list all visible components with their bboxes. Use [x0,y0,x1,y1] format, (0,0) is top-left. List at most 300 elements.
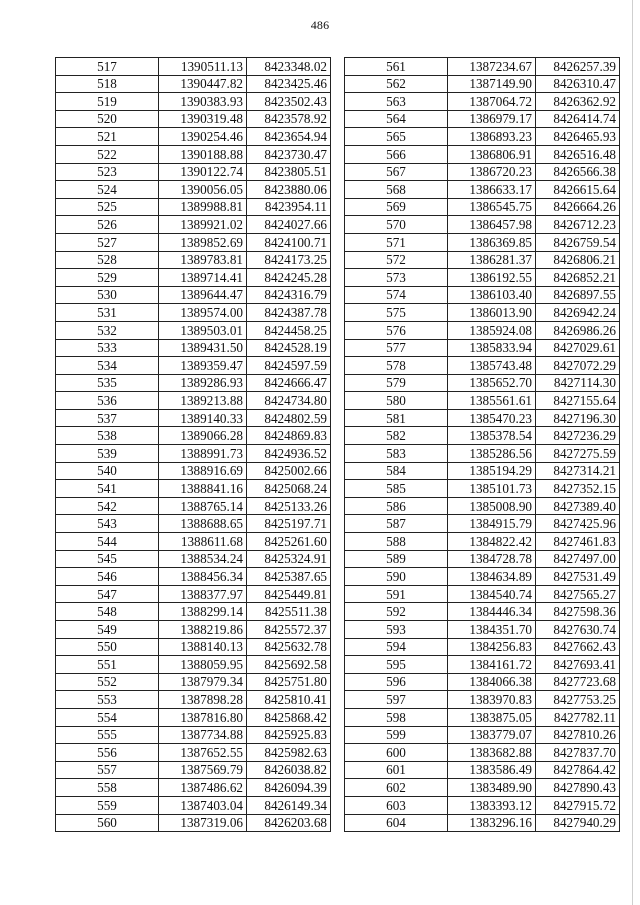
table-row [56,427,331,445]
point-number-cell: 578 [345,357,448,375]
x-coordinate-cell: 1385561.61 [448,392,536,410]
point-number-cell: 554 [56,708,159,726]
table-row [56,233,331,251]
point-number-cell: 525 [56,198,159,216]
x-coordinate-cell: 1389783.81 [159,251,247,269]
x-coordinate-cell: 1390511.13 [159,58,247,76]
table-row [345,357,620,375]
point-number-cell: 534 [56,357,159,375]
point-number-cell: 517 [56,58,159,76]
point-number-cell: 533 [56,339,159,357]
x-coordinate-cell: 1384446.34 [448,603,536,621]
table-row [56,374,331,392]
x-coordinate-cell: 1387569.79 [159,761,247,779]
y-coordinate-cell: 8425511.38 [247,603,331,621]
table-row [56,585,331,603]
x-coordinate-cell: 1387734.88 [159,726,247,744]
x-coordinate-cell: 1386806.91 [448,145,536,163]
x-coordinate-cell: 1383296.16 [448,814,536,832]
x-coordinate-cell: 1388611.68 [159,533,247,551]
y-coordinate-cell: 8424458.25 [247,321,331,339]
x-coordinate-cell: 1384540.74 [448,585,536,603]
point-number-cell: 571 [345,233,448,251]
point-number-cell: 582 [345,427,448,445]
point-number-cell: 574 [345,286,448,304]
table-row [345,321,620,339]
point-number-cell: 588 [345,533,448,551]
point-number-cell: 576 [345,321,448,339]
x-coordinate-cell: 1385652.70 [448,374,536,392]
point-number-cell: 577 [345,339,448,357]
y-coordinate-cell: 8427723.68 [536,673,620,691]
y-coordinate-cell: 8427915.72 [536,796,620,814]
y-coordinate-cell: 8427352.15 [536,480,620,498]
x-coordinate-cell: 1387652.55 [159,744,247,762]
page-edge-divider [632,0,633,905]
table-row [56,744,331,762]
table-row [345,779,620,797]
table-row [345,75,620,93]
y-coordinate-cell: 8426986.26 [536,321,620,339]
point-number-cell: 559 [56,796,159,814]
y-coordinate-cell: 8427497.00 [536,550,620,568]
y-coordinate-cell: 8425925.83 [247,726,331,744]
point-number-cell: 551 [56,656,159,674]
x-coordinate-cell: 1386720.23 [448,163,536,181]
page-number: 486 [310,18,330,32]
x-coordinate-cell: 1389286.93 [159,374,247,392]
y-coordinate-cell: 8425632.78 [247,638,331,656]
x-coordinate-cell: 1385008.90 [448,497,536,515]
table-row [345,673,620,691]
point-number-cell: 583 [345,445,448,463]
table-row [56,673,331,691]
table-row [345,286,620,304]
table-row [56,181,331,199]
point-number-cell: 560 [56,814,159,832]
point-number-cell: 584 [345,462,448,480]
table-row [56,269,331,287]
point-number-cell: 555 [56,726,159,744]
x-coordinate-cell: 1387898.28 [159,691,247,709]
point-number-cell: 600 [345,744,448,762]
y-coordinate-cell: 8426362.92 [536,93,620,111]
y-coordinate-cell: 8426712.23 [536,216,620,234]
y-coordinate-cell: 8425197.71 [247,515,331,533]
point-number-cell: 604 [345,814,448,832]
x-coordinate-cell: 1386369.85 [448,233,536,251]
x-coordinate-cell: 1386103.40 [448,286,536,304]
y-coordinate-cell: 8424027.66 [247,216,331,234]
table-row [56,497,331,515]
table-row [345,128,620,146]
y-coordinate-cell: 8424100.71 [247,233,331,251]
point-number-cell: 562 [345,75,448,93]
y-coordinate-cell: 8427565.27 [536,585,620,603]
y-coordinate-cell: 8426615.64 [536,181,620,199]
table-row [345,427,620,445]
table-row [345,708,620,726]
x-coordinate-cell: 1383393.12 [448,796,536,814]
x-coordinate-cell: 1383682.88 [448,744,536,762]
x-coordinate-cell: 1389213.88 [159,392,247,410]
table-row [345,110,620,128]
x-coordinate-cell: 1390383.93 [159,93,247,111]
y-coordinate-cell: 8427114.30 [536,374,620,392]
y-coordinate-cell: 8424666.47 [247,374,331,392]
y-coordinate-cell: 8427890.43 [536,779,620,797]
point-number-cell: 531 [56,304,159,322]
table-row [56,726,331,744]
table-row [345,726,620,744]
x-coordinate-cell: 1385378.54 [448,427,536,445]
y-coordinate-cell: 8426942.24 [536,304,620,322]
x-coordinate-cell: 1384161.72 [448,656,536,674]
point-number-cell: 550 [56,638,159,656]
x-coordinate-cell: 1390188.88 [159,145,247,163]
y-coordinate-cell: 8425810.41 [247,691,331,709]
table-row [56,656,331,674]
x-coordinate-cell: 1390122.74 [159,163,247,181]
point-number-cell: 603 [345,796,448,814]
x-coordinate-cell: 1385470.23 [448,409,536,427]
x-coordinate-cell: 1386545.75 [448,198,536,216]
y-coordinate-cell: 8424597.59 [247,357,331,375]
table-row [56,515,331,533]
point-number-cell: 558 [56,779,159,797]
table-row [56,128,331,146]
y-coordinate-cell: 8426897.55 [536,286,620,304]
table-row [56,163,331,181]
point-number-cell: 524 [56,181,159,199]
point-number-cell: 563 [345,93,448,111]
y-coordinate-cell: 8423880.06 [247,181,331,199]
table-row [56,480,331,498]
table-row [345,216,620,234]
y-coordinate-cell: 8426852.21 [536,269,620,287]
x-coordinate-cell: 1388916.69 [159,462,247,480]
point-number-cell: 575 [345,304,448,322]
table-row [345,744,620,762]
y-coordinate-cell: 8427236.29 [536,427,620,445]
table-row [56,550,331,568]
y-coordinate-cell: 8425449.81 [247,585,331,603]
point-number-cell: 529 [56,269,159,287]
x-coordinate-cell: 1384822.42 [448,533,536,551]
point-number-cell: 598 [345,708,448,726]
point-number-cell: 594 [345,638,448,656]
y-coordinate-cell: 8425261.60 [247,533,331,551]
point-number-cell: 602 [345,779,448,797]
x-coordinate-cell: 1388299.14 [159,603,247,621]
point-number-cell: 543 [56,515,159,533]
y-coordinate-cell: 8425002.66 [247,462,331,480]
x-coordinate-cell: 1384066.38 [448,673,536,691]
coordinates-table-right [344,57,620,832]
table-row [345,691,620,709]
x-coordinate-cell: 1389644.47 [159,286,247,304]
y-coordinate-cell: 8426566.38 [536,163,620,181]
y-coordinate-cell: 8425692.58 [247,656,331,674]
point-number-cell: 548 [56,603,159,621]
point-number-cell: 528 [56,251,159,269]
x-coordinate-cell: 1390254.46 [159,128,247,146]
x-coordinate-cell: 1387979.34 [159,673,247,691]
table-row [345,233,620,251]
x-coordinate-cell: 1385194.29 [448,462,536,480]
table-row [56,779,331,797]
point-number-cell: 532 [56,321,159,339]
point-number-cell: 549 [56,621,159,639]
y-coordinate-cell: 8427389.40 [536,497,620,515]
table-row [345,409,620,427]
x-coordinate-cell: 1389988.81 [159,198,247,216]
table-row [56,321,331,339]
y-coordinate-cell: 8426806.21 [536,251,620,269]
y-coordinate-cell: 8427940.29 [536,814,620,832]
y-coordinate-cell: 8423730.47 [247,145,331,163]
table-row [345,621,620,639]
y-coordinate-cell: 8427275.59 [536,445,620,463]
y-coordinate-cell: 8424316.79 [247,286,331,304]
x-coordinate-cell: 1389574.00 [159,304,247,322]
y-coordinate-cell: 8425572.37 [247,621,331,639]
y-coordinate-cell: 8425133.26 [247,497,331,515]
x-coordinate-cell: 1386192.55 [448,269,536,287]
y-coordinate-cell: 8427598.36 [536,603,620,621]
point-number-cell: 526 [56,216,159,234]
point-number-cell: 522 [56,145,159,163]
point-number-cell: 564 [345,110,448,128]
x-coordinate-cell: 1383779.07 [448,726,536,744]
y-coordinate-cell: 8423502.43 [247,93,331,111]
point-number-cell: 599 [345,726,448,744]
table-row [345,462,620,480]
table-row [345,656,620,674]
y-coordinate-cell: 8427461.83 [536,533,620,551]
point-number-cell: 556 [56,744,159,762]
point-number-cell: 579 [345,374,448,392]
table-row [56,603,331,621]
point-number-cell: 542 [56,497,159,515]
table-row [345,603,620,621]
table-row [56,533,331,551]
x-coordinate-cell: 1384256.83 [448,638,536,656]
point-number-cell: 597 [345,691,448,709]
x-coordinate-cell: 1388688.65 [159,515,247,533]
point-number-cell: 601 [345,761,448,779]
table-row [56,761,331,779]
table-row [345,93,620,111]
y-coordinate-cell: 8426414.74 [536,110,620,128]
point-number-cell: 546 [56,568,159,586]
x-coordinate-cell: 1386633.17 [448,181,536,199]
table-row [56,568,331,586]
y-coordinate-cell: 8424387.78 [247,304,331,322]
y-coordinate-cell: 8427155.64 [536,392,620,410]
x-coordinate-cell: 1387319.06 [159,814,247,832]
y-coordinate-cell: 8427196.30 [536,409,620,427]
x-coordinate-cell: 1386013.90 [448,304,536,322]
table-row [345,445,620,463]
y-coordinate-cell: 8424245.28 [247,269,331,287]
point-number-cell: 589 [345,550,448,568]
table-row [56,357,331,375]
point-number-cell: 547 [56,585,159,603]
x-coordinate-cell: 1389503.01 [159,321,247,339]
point-number-cell: 567 [345,163,448,181]
point-number-cell: 537 [56,409,159,427]
table-row [56,286,331,304]
point-number-cell: 581 [345,409,448,427]
table-row [56,392,331,410]
y-coordinate-cell: 8423425.46 [247,75,331,93]
table-row [56,409,331,427]
table-row [345,796,620,814]
table-row [56,621,331,639]
x-coordinate-cell: 1388219.86 [159,621,247,639]
point-number-cell: 580 [345,392,448,410]
x-coordinate-cell: 1390447.82 [159,75,247,93]
table-row [56,145,331,163]
point-number-cell: 539 [56,445,159,463]
table-row [56,58,331,76]
y-coordinate-cell: 8426465.93 [536,128,620,146]
x-coordinate-cell: 1386281.37 [448,251,536,269]
y-coordinate-cell: 8424734.80 [247,392,331,410]
point-number-cell: 585 [345,480,448,498]
y-coordinate-cell: 8423805.51 [247,163,331,181]
x-coordinate-cell: 1385833.94 [448,339,536,357]
y-coordinate-cell: 8426310.47 [536,75,620,93]
y-coordinate-cell: 8427630.74 [536,621,620,639]
point-number-cell: 545 [56,550,159,568]
table-row [345,58,620,76]
table-row [345,181,620,199]
point-number-cell: 566 [345,145,448,163]
table-row [345,163,620,181]
point-number-cell: 569 [345,198,448,216]
table-row [56,75,331,93]
x-coordinate-cell: 1383586.49 [448,761,536,779]
y-coordinate-cell: 8426664.26 [536,198,620,216]
table-row [56,445,331,463]
y-coordinate-cell: 8426094.39 [247,779,331,797]
y-coordinate-cell: 8426516.48 [536,145,620,163]
y-coordinate-cell: 8424173.25 [247,251,331,269]
x-coordinate-cell: 1390056.05 [159,181,247,199]
point-number-cell: 573 [345,269,448,287]
y-coordinate-cell: 8427810.26 [536,726,620,744]
table-row [345,304,620,322]
point-number-cell: 592 [345,603,448,621]
x-coordinate-cell: 1383875.05 [448,708,536,726]
point-number-cell: 530 [56,286,159,304]
table-row [345,374,620,392]
point-number-cell: 590 [345,568,448,586]
y-coordinate-cell: 8425324.91 [247,550,331,568]
x-coordinate-cell: 1384634.89 [448,568,536,586]
point-number-cell: 596 [345,673,448,691]
point-number-cell: 561 [345,58,448,76]
point-number-cell: 520 [56,110,159,128]
x-coordinate-cell: 1389921.02 [159,216,247,234]
y-coordinate-cell: 8423348.02 [247,58,331,76]
y-coordinate-cell: 8425751.80 [247,673,331,691]
point-number-cell: 540 [56,462,159,480]
table-row [56,462,331,480]
point-number-cell: 521 [56,128,159,146]
y-coordinate-cell: 8427662.43 [536,638,620,656]
y-coordinate-cell: 8423954.11 [247,198,331,216]
y-coordinate-cell: 8423578.92 [247,110,331,128]
point-number-cell: 565 [345,128,448,146]
x-coordinate-cell: 1384728.78 [448,550,536,568]
table-row [345,638,620,656]
table-row [345,761,620,779]
y-coordinate-cell: 8424802.59 [247,409,331,427]
x-coordinate-cell: 1388991.73 [159,445,247,463]
y-coordinate-cell: 8426203.68 [247,814,331,832]
point-number-cell: 570 [345,216,448,234]
point-number-cell: 593 [345,621,448,639]
y-coordinate-cell: 8427314.21 [536,462,620,480]
x-coordinate-cell: 1388059.95 [159,656,247,674]
y-coordinate-cell: 8425868.42 [247,708,331,726]
table-row [56,796,331,814]
y-coordinate-cell: 8427753.25 [536,691,620,709]
x-coordinate-cell: 1388140.13 [159,638,247,656]
y-coordinate-cell: 8427531.49 [536,568,620,586]
table-row [345,550,620,568]
x-coordinate-cell: 1387816.80 [159,708,247,726]
x-coordinate-cell: 1386893.23 [448,128,536,146]
point-number-cell: 535 [56,374,159,392]
y-coordinate-cell: 8427425.96 [536,515,620,533]
y-coordinate-cell: 8424936.52 [247,445,331,463]
y-coordinate-cell: 8423654.94 [247,128,331,146]
x-coordinate-cell: 1386979.17 [448,110,536,128]
y-coordinate-cell: 8425982.63 [247,744,331,762]
x-coordinate-cell: 1388456.34 [159,568,247,586]
coordinates-table-left [55,57,331,832]
table-row [56,691,331,709]
y-coordinate-cell: 8426759.54 [536,233,620,251]
x-coordinate-cell: 1387149.90 [448,75,536,93]
x-coordinate-cell: 1390319.48 [159,110,247,128]
table-row [345,568,620,586]
x-coordinate-cell: 1389066.28 [159,427,247,445]
table-row [345,269,620,287]
y-coordinate-cell: 8427693.41 [536,656,620,674]
table-row [56,110,331,128]
point-number-cell: 519 [56,93,159,111]
table-row [56,198,331,216]
point-number-cell: 523 [56,163,159,181]
point-number-cell: 541 [56,480,159,498]
point-number-cell: 587 [345,515,448,533]
y-coordinate-cell: 8426257.39 [536,58,620,76]
table-row [345,251,620,269]
x-coordinate-cell: 1384915.79 [448,515,536,533]
y-coordinate-cell: 8426038.82 [247,761,331,779]
x-coordinate-cell: 1389714.41 [159,269,247,287]
x-coordinate-cell: 1388534.24 [159,550,247,568]
x-coordinate-cell: 1384351.70 [448,621,536,639]
table-row [56,216,331,234]
point-number-cell: 595 [345,656,448,674]
x-coordinate-cell: 1385101.73 [448,480,536,498]
